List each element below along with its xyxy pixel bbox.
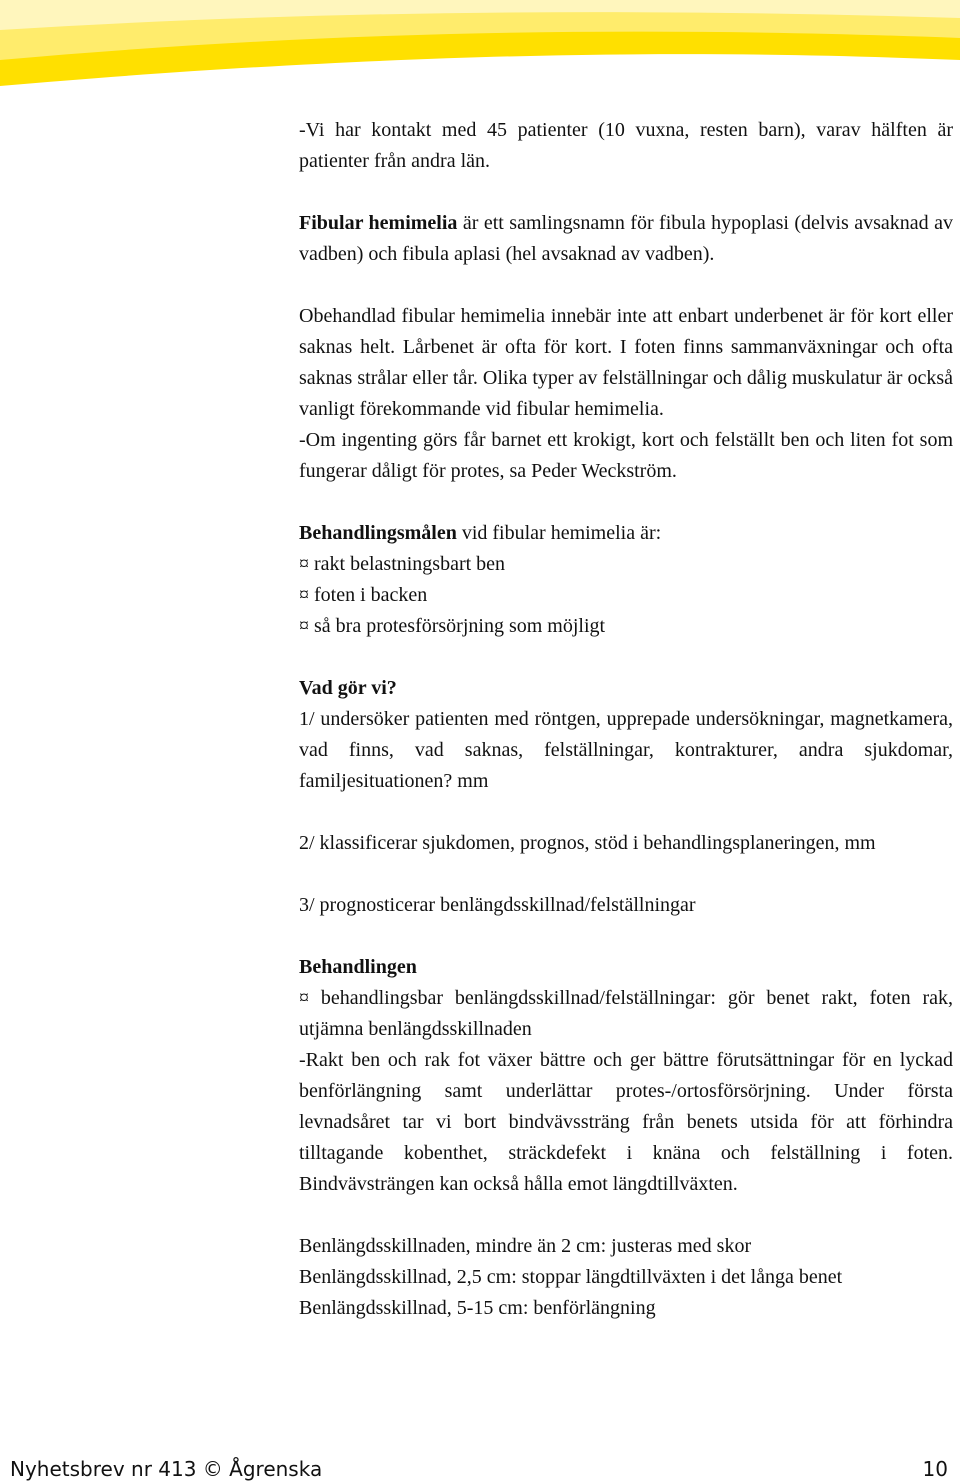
step-1: 1/ undersöker patienten med röntgen, upprepade undersökningar, magnetkamera, vad finns, vad saknas, felställningar, kontrakturer, andra sjukdomar, familjesituationen? mm bbox=[299, 708, 953, 792]
footer-publication: Nyhetsbrev nr 413 © Ågrenska bbox=[10, 1457, 323, 1481]
paragraph-definition bbox=[299, 208, 953, 270]
banner-graphic bbox=[0, 0, 960, 86]
heading-what-we-do: Vad gör vi? bbox=[299, 677, 397, 699]
header-banner bbox=[0, 0, 960, 86]
treatment-item: ¤ behandlingsbar benlängdsskillnad/felställningar: gör benet rakt, foten rak, utjämna benlängdsskillnaden bbox=[299, 987, 953, 1040]
treatment-text: -Rakt ben och rak fot växer bättre och ger bättre förutsättningar för en lyckad benförlängning samt underlättar protes-/ortosförsörjning. Under första levnadsåret tar vi bort bindvävssträng från benets utsida för att förhindra tilltagande kobenthet, sträckdefekt i knäna och felställning i foten. Bindvävsträngen kan också hålla emot längdtillväxten. bbox=[299, 1049, 953, 1195]
term-behandlingsmalen: Behandlingsmålen bbox=[299, 522, 457, 544]
heading-treatment: Behandlingen bbox=[299, 956, 417, 978]
paragraph-quote: -Om ingenting görs får barnet ett krokigt, kort och felställt ben och liten fot som fungerar dåligt för protes, sa Peder Weckström. bbox=[299, 429, 953, 482]
page-number: 10 bbox=[922, 1457, 948, 1481]
goal-item: ¤ så bra protesförsörjning som möjligt bbox=[299, 615, 606, 637]
term-fibular-hemimelia: Fibular hemimelia bbox=[299, 212, 458, 234]
goal-item: ¤ rakt belastningsbart ben bbox=[299, 553, 506, 575]
length-line: Benlängdsskillnad, 5-15 cm: benförlängning bbox=[299, 1297, 656, 1319]
step-2: 2/ klassificerar sjukdomen, prognos, stöd i behandlingsplaneringen, mm bbox=[299, 832, 876, 854]
page-footer bbox=[10, 1455, 948, 1483]
paragraph-patients: -Vi har kontakt med 45 patienter (10 vuxna, resten barn), varav hälften är patienter från andra län. bbox=[299, 119, 953, 172]
paragraph-untreated: Obehandlad fibular hemimelia innebär inte att enbart underbenet är för kort eller saknas helt. Lårbenet är ofta för kort. I foten finns sammanväxningar och ofta saknas strålar eller tår. Olika typer av felställningar och dålig muskulatur är också vanligt förekommande vid fibular hemimelia. bbox=[299, 305, 953, 420]
length-line: Benlängdsskillnaden, mindre än 2 cm: justeras med skor bbox=[299, 1235, 752, 1257]
definition-text: är ett samlingsnamn för fibula hypoplasi (delvis avsaknad av vadben) och fibula aplasi (hel avsaknad av vadben). bbox=[299, 212, 954, 265]
length-line: Benlängdsskillnad, 2,5 cm: stoppar längdtillväxten i det långa benet bbox=[299, 1266, 843, 1288]
goal-item: ¤ foten i backen bbox=[299, 584, 428, 606]
goals-intro bbox=[299, 518, 953, 549]
article-body bbox=[299, 115, 953, 1324]
goals-intro-text: vid fibular hemimelia är: bbox=[456, 522, 662, 544]
step-3: 3/ prognosticerar benlängdsskillnad/felställningar bbox=[299, 894, 696, 916]
